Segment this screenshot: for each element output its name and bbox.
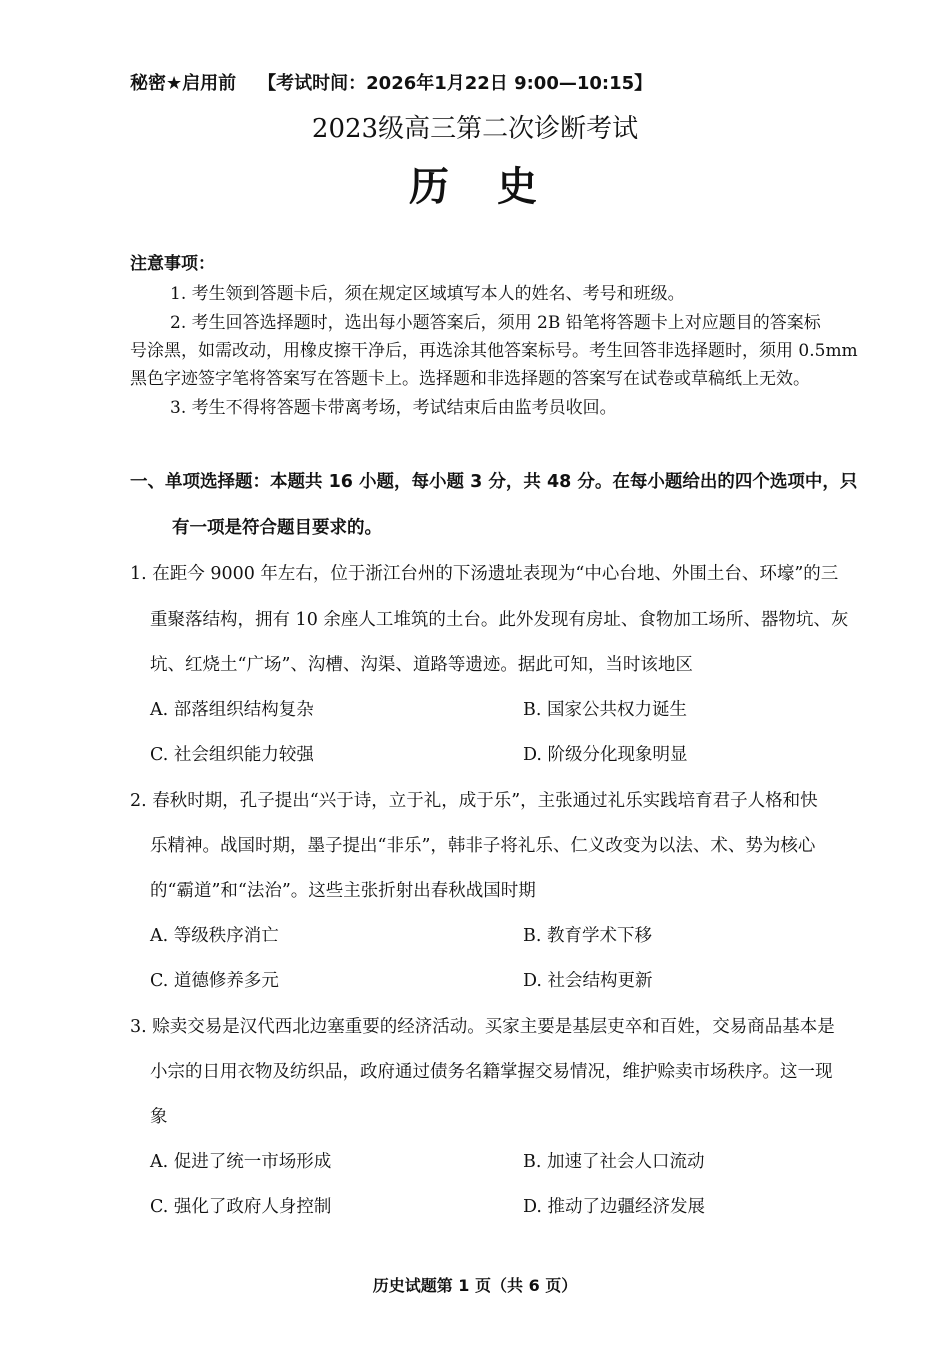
note-line: 号涂黑，如需改动，用橡皮擦干净后，再选涂其他答案标号。考生回答非选择题时，须用 0.5mm — [130, 341, 858, 361]
question-1-option-c: C. 社会组织能力较强 — [150, 745, 314, 765]
question-2-text: 的“霸道”和“法治”。这些主张折射出春秋战国时期 — [150, 881, 536, 901]
confidential-label: 秘密★启用前 — [130, 73, 237, 94]
question-3-option-b: B. 加速了社会人口流动 — [523, 1152, 705, 1172]
subject-title: 历 史 — [409, 164, 541, 210]
note-line: 2. 考生回答选择题时，选出每小题答案后，须用 2B 铅笔将答题卡上对应题目的答案标 — [170, 313, 821, 333]
exam-title: 2023级高三第二次诊断考试 — [311, 114, 639, 144]
question-3-option-a: A. 促进了统一市场形成 — [150, 1152, 332, 1172]
question-1-option-d: D. 阶级分化现象明显 — [523, 745, 688, 765]
page-footer: 历史试题第 1 页（共 6 页） — [372, 1276, 578, 1295]
question-1-text: 1. 在距今 9000 年左右，位于浙江台州的下汤遗址表现为“中心台地、外围土台、环壕”的三 — [130, 564, 839, 584]
question-1-text: 重聚落结构，拥有 10 余座人工堆筑的土台。此外发现有房址、食物加工场所、器物坑、灰 — [150, 610, 849, 630]
question-1-option-a: A. 部落组织结构复杂 — [150, 700, 314, 720]
question-2-text: 乐精神。战国时期，墨子提出“非乐”，韩非子将礼乐、仁义改变为以法、术、势为核心 — [150, 836, 816, 856]
question-1-option-b: B. 国家公共权力诞生 — [523, 700, 687, 720]
question-3-option-c: C. 强化了政府人身控制 — [150, 1197, 332, 1217]
question-2-option-b: B. 教育学术下移 — [523, 926, 652, 946]
note-line: 黑色字迹签字笔将答案写在答题卡上。选择题和非选择题的答案写在试卷或草稿纸上无效。 — [130, 369, 810, 389]
notes-heading: 注意事项： — [130, 254, 215, 274]
question-3-text: 象 — [150, 1107, 168, 1127]
question-3-text: 小宗的日用衣物及纺织品，政府通过债务名籍掌握交易情况，维护赊卖市场秩序。这一现 — [150, 1062, 833, 1082]
exam-time: 【考试时间：2026年1月22日 9:00—10:15】 — [258, 73, 653, 94]
question-2-text: 2. 春秋时期，孔子提出“兴于诗，立于礼，成于乐”，主张通过礼乐实践培育君子人格和快 — [130, 791, 818, 811]
question-3-option-d: D. 推动了边疆经济发展 — [523, 1197, 706, 1217]
question-2-option-d: D. 社会结构更新 — [523, 971, 653, 991]
section-heading: 一、单项选择题：本题共 16 小题，每小题 3 分，共 48 分。在每小题给出的四个选项中，只 — [130, 472, 858, 492]
question-3-text: 3. 赊卖交易是汉代西北边塞重要的经济活动。买家主要是基层吏卒和百姓，交易商品基本是 — [130, 1017, 835, 1037]
question-2-option-c: C. 道德修养多元 — [150, 971, 279, 991]
header-line — [130, 69, 652, 95]
note-line: 3. 考生不得将答题卡带离考场，考试结束后由监考员收回。 — [170, 398, 617, 418]
note-line: 1. 考生领到答题卡后，须在规定区域填写本人的姓名、考号和班级。 — [170, 284, 685, 304]
question-2-option-a: A. 等级秩序消亡 — [150, 926, 279, 946]
question-1-text: 坑、红烧土“广场”、沟槽、沟渠、道路等遗迹。据此可知，当时该地区 — [150, 655, 693, 675]
section-heading-continued: 有一项是符合题目要求的。 — [172, 518, 382, 538]
